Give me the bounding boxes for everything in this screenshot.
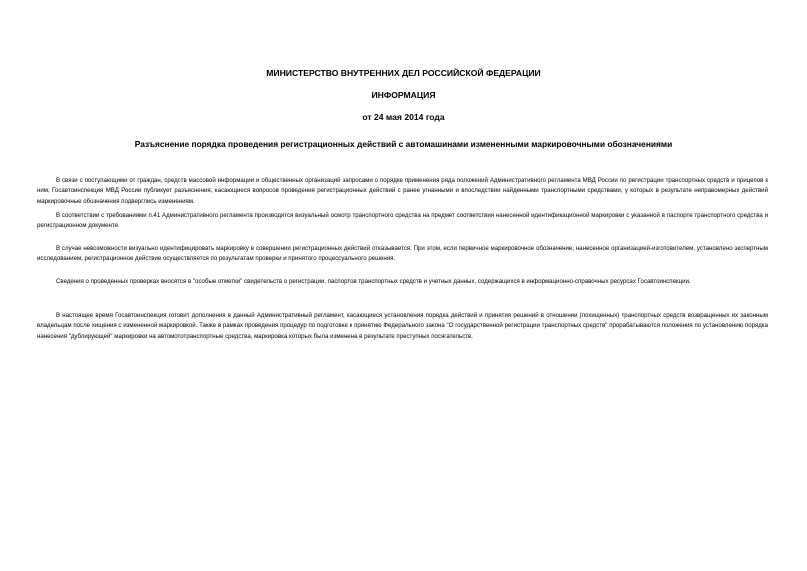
paragraph-4: Сведения о проведенных проверках вносятся в "особые отметки" свидетельств о регистрации, паспортов транспортных средств и учетных данных, содержащихся в информационно-справочных ресурсах Госавтоинспекции. [56, 278, 691, 285]
paragraph-1: В связи с поступающими от граждан, средств массовой информации и общественных организаций запросами о порядке применения ряда положений Административного регламента МВД России по регистрации транспортных средств и прицепов к ним, Госавтоинспекция МВД России публикует разъяснения, касающиеся вопросов проведения регистрационных действий с ранее угнанными и впоследствии найденными транспортными средствами, у которых в результате неправомерных действий маркировочные обозначения подверглись изменениям. [37, 177, 768, 205]
document-date: от 24 мая 2014 года [362, 112, 445, 122]
paragraph-2: В соответствии с требованиями п.41 Административного регламента производится визуальный осмотр транспортного средства на предмет соответствия нанесенной идентификационной маркировки с указанной в паспорте транспортного средства и регистрационном документе. [37, 212, 768, 230]
ministry-heading: МИНИСТЕРСТВО ВНУТРЕННИХ ДЕЛ РОССИЙСКОЙ ФЕДЕРАЦИИ [266, 68, 541, 78]
document-subject: Разъяснение порядка проведения регистрационных действий с автомашинами измененными маркировочными обозначениями [134, 139, 673, 149]
paragraph-3: В случае невозможности визуально идентифицировать маркировку в совершении регистрационных действий отказывается. При этом, если первичное маркировочное обозначение, нанесенное организацией-изготовителем, установлено экспертным исследованием, регистрационное действие осуществляется по результатам проверки и принятого процессуального решения. [37, 245, 768, 263]
document-type-heading: ИНФОРМАЦИЯ [371, 90, 436, 100]
paragraph-5: В настоящее время Госавтоинспекция готовит дополнения в данный Административный регламент, касающиеся установления порядка действий и принятия решений в отношении (похищенных) транспортных средств возвращенных их законным владельцам после хищения с измененной маркировкой. Также в рамках проведения процедур по подготовке к принятию Федерального закона "О государственной регистрации транспортных средств" прорабатываются положения по установлению порядка нанесения "дублирующей" маркировки на автомототранспортные средства, маркировка которых была изменена в результате преступных посягательств. [37, 312, 768, 340]
